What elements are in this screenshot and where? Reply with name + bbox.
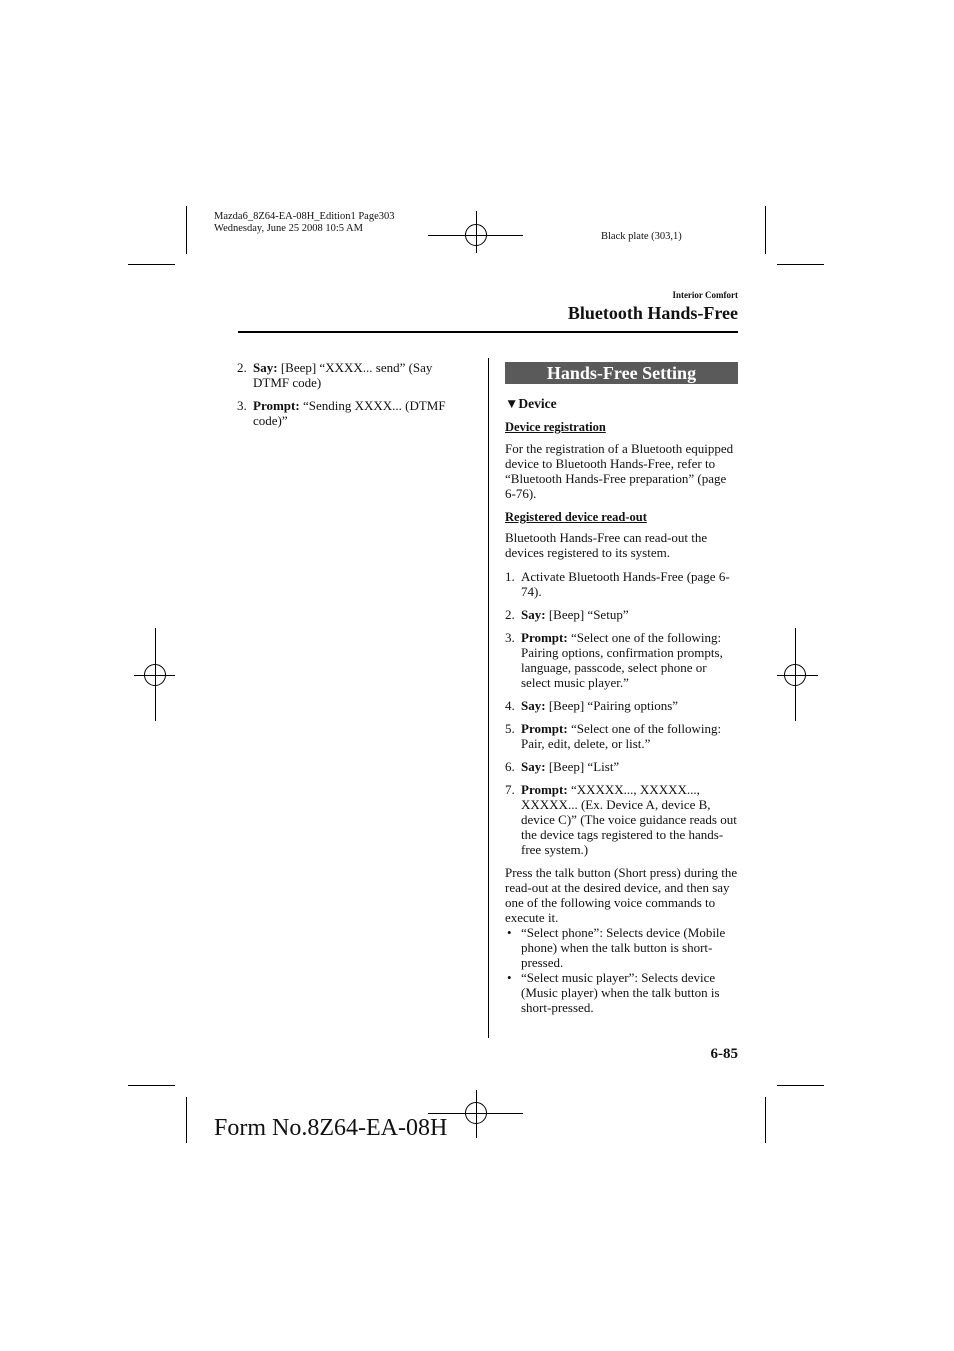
- crop-mark: [186, 1097, 187, 1143]
- list-item: 4. Say: [Beep] “Pairing options”: [505, 698, 679, 713]
- command-bullets: [505, 925, 738, 1015]
- crop-mark: [765, 206, 766, 254]
- print-file-line2: Wednesday, June 25 2008 10:5 AM: [214, 223, 363, 234]
- crop-mark: [128, 1085, 175, 1086]
- bullet-item: • “Select music player”: Selects device (Music player) when the talk button is short-pressed.: [507, 970, 720, 1015]
- readout-intro: Bluetooth Hands-Free can read-out the devices registered to its system.: [505, 530, 708, 560]
- list-item: 2. Say: [Beep] “Setup”: [505, 607, 629, 622]
- readout-after-text: Press the talk button (Short press) during the read-out at the desired device, and then say one of the following voice commands to execute it.: [505, 865, 738, 925]
- column-divider: [488, 358, 489, 1038]
- crop-mark: [777, 1085, 824, 1086]
- list-item: 6. Say: [Beep] “List”: [505, 759, 620, 774]
- crop-mark: [128, 264, 175, 265]
- bullet-icon: •: [507, 925, 512, 940]
- registration-target-icon: [465, 224, 487, 246]
- list-item: 5. Prompt: “Select one of the following: Pair, edit, delete, or list.”: [505, 721, 722, 751]
- bullet-item: • “Select phone”: Selects device (Mobile phone) when the talk button is short-pressed.: [507, 925, 726, 970]
- list-item: 7. Prompt: “XXXXX..., XXXXX..., XXXXX... (Ex. Device A, device B, device C)” (The voice guidance reads out the device tags registered to the hands-free system.): [505, 782, 737, 857]
- print-file-info: [214, 211, 395, 235]
- plate-info: Black plate (303,1): [601, 231, 682, 242]
- crop-mark: [186, 206, 187, 254]
- registration-target-icon: [144, 664, 166, 686]
- section-label: Interior Comfort: [672, 290, 738, 300]
- list-item: 3. Prompt: “Sending XXXX... (DTMF code)”: [237, 398, 446, 428]
- crop-mark: [777, 264, 824, 265]
- form-number: Form No.8Z64-EA-08H: [214, 1115, 448, 1141]
- triangle-down-icon: ▼: [505, 396, 519, 411]
- device-registration-heading: Device registration: [505, 420, 606, 434]
- readout-heading: Registered device read-out: [505, 510, 647, 524]
- section-banner: Hands-Free Setting: [505, 362, 738, 384]
- registration-target-icon: [784, 664, 806, 686]
- header-rule: [238, 331, 738, 333]
- readout-steps: [505, 569, 738, 857]
- list-item: 3. Prompt: “Select one of the following: Pairing options, confirmation prompts, language, passcode, select phone or select music player.”: [505, 630, 723, 690]
- page-number: 6-85: [710, 1046, 738, 1062]
- list-item: 1. Activate Bluetooth Hands-Free (page 6-74).: [505, 569, 730, 599]
- crop-mark: [765, 1097, 766, 1143]
- left-column: [237, 360, 465, 436]
- list-item: 2. Say: [Beep] “XXXX... send” (Say DTMF code): [237, 360, 433, 390]
- device-registration-text: For the registration of a Bluetooth equipped device to Bluetooth Hands-Free, refer to “Bluetooth Hands-Free preparation” (page 6-76).: [505, 441, 734, 501]
- subsection-heading: ▼Device: [505, 396, 557, 411]
- bullet-icon: •: [507, 970, 512, 985]
- page-title: Bluetooth Hands-Free: [567, 303, 738, 323]
- print-file-line1: Mazda6_8Z64-EA-08H_Edition1 Page303: [214, 211, 395, 222]
- registration-target-icon: [465, 1102, 487, 1124]
- right-column: [505, 362, 738, 1015]
